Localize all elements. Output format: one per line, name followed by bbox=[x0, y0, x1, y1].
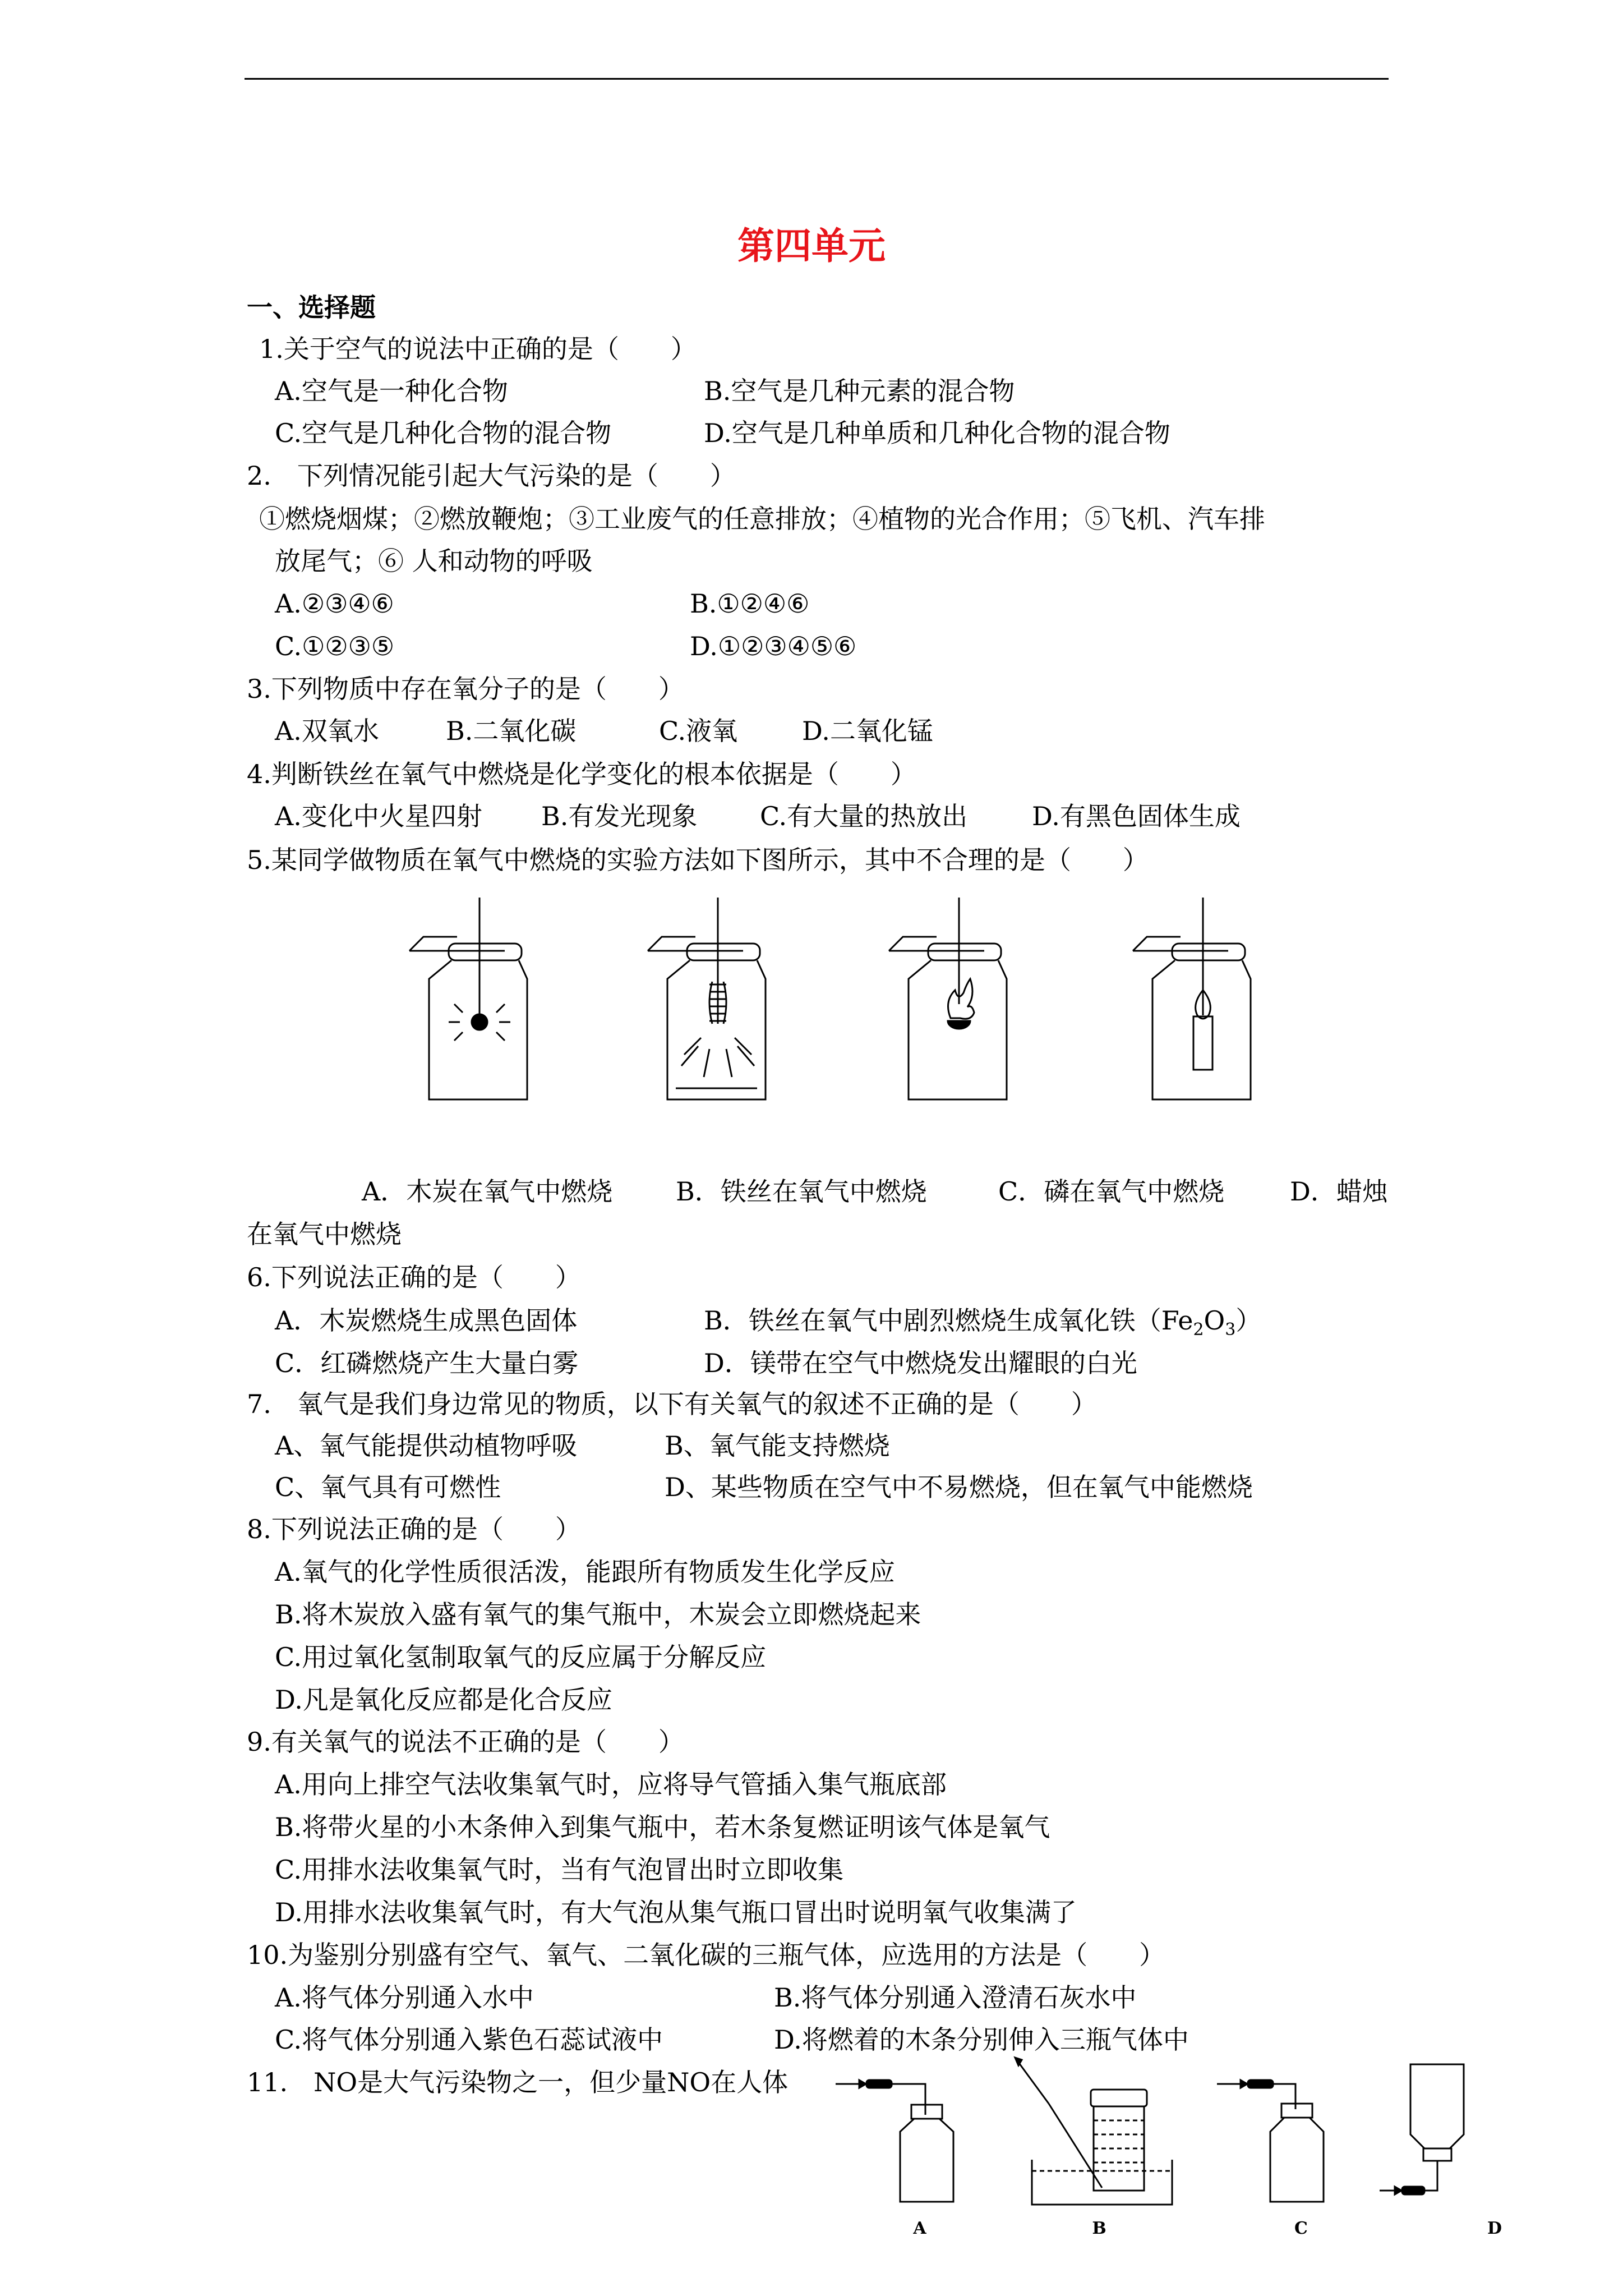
q4-stem: 4.判断铁丝在氧气中燃烧是化学变化的根本依据是（ ） bbox=[247, 759, 916, 789]
q5-option-a: A．木炭在氧气中燃烧 bbox=[362, 1176, 613, 1207]
section-heading: 一、选择题 bbox=[247, 292, 376, 323]
q1-option-b: B.空气是几种元素的混合物 bbox=[704, 376, 1015, 406]
q5-stem: 5.某同学做物质在氧气中燃烧的实验方法如下图所示，其中不合理的是（ ） bbox=[247, 845, 1149, 875]
q6-option-b: B．铁丝在氧气中剧烈燃烧生成氧化铁$(Fe_2O_3)$ bbox=[704, 1305, 1262, 1340]
q10-stem: 10.为鉴别分别盛有空气、氧气、二氧化碳的三瓶气体，应选用的方法是（ ） bbox=[247, 1940, 1165, 1970]
q11-apparatus-figure bbox=[830, 2053, 1548, 2238]
q9-option-c: C.用排水法收集氧气时，当有气泡冒出时立即收集 bbox=[275, 1855, 844, 1885]
q3-option-d: D.二氧化锰 bbox=[802, 716, 933, 746]
q2-items-line1: ①燃烧烟煤；②燃放鞭炮；③工业废气的任意排放；④植物的光合作用；⑤飞机、汽车排 bbox=[259, 504, 1265, 534]
apparatus-b-label: B bbox=[1092, 2219, 1106, 2238]
q5-option-b: B．铁丝在氧气中燃烧 bbox=[676, 1176, 927, 1207]
bottle-a-charcoal bbox=[409, 898, 527, 1099]
q3-stem: 3.下列物质中存在氧分子的是（ ） bbox=[247, 674, 684, 704]
q3-option-a: A.双氧水 bbox=[275, 716, 379, 746]
q4-option-a: A.变化中火星四射 bbox=[275, 801, 482, 831]
q7-option-a: A、氧气能提供动植物呼吸 bbox=[275, 1430, 578, 1461]
q9-option-b: B.将带火星的小木条伸入到集气瓶中，若木条复燃证明该气体是氧气 bbox=[275, 1812, 1050, 1842]
q11-stem: 11. NO是大气污染物之一，但少量NO在人体 bbox=[247, 2067, 789, 2097]
q6-option-c: C．红磷燃烧产生大量白雾 bbox=[275, 1348, 579, 1378]
apparatus-c bbox=[1217, 2080, 1324, 2202]
q5-bottles-figure bbox=[393, 898, 1290, 1133]
apparatus-a bbox=[836, 2080, 953, 2202]
q9-option-a: A.用向上排空气法收集氧气时，应将导气管插入集气瓶底部 bbox=[275, 1769, 947, 1800]
q5-option-d: D．蜡烛 bbox=[1290, 1176, 1388, 1207]
q8-option-d: D.凡是氧化反应都是化合反应 bbox=[275, 1685, 612, 1715]
q9-option-d: D.用排水法收集氧气时，有大气泡从集气瓶口冒出时说明氧气收集满了 bbox=[275, 1897, 1077, 1927]
q1-stem: 1.关于空气的说法中正确的是（ ） bbox=[259, 334, 697, 364]
q1-option-c: C.空气是几种化合物的混合物 bbox=[275, 418, 612, 448]
apparatus-c-label: C bbox=[1294, 2219, 1308, 2238]
q6-option-d: D．镁带在空气中燃烧发出耀眼的白光 bbox=[704, 1348, 1137, 1378]
q4-option-b: B.有发光现象 bbox=[541, 801, 698, 831]
q2-option-a: A.②③④⑥ bbox=[275, 588, 394, 619]
q10-option-d: D.将燃着的木条分别伸入三瓶气体中 bbox=[774, 2024, 1189, 2055]
q2-option-c: C.①②③⑤ bbox=[275, 631, 395, 661]
bottle-d-candle bbox=[1133, 898, 1251, 1099]
q9-stem: 9.有关氧气的说法不正确的是（ ） bbox=[247, 1727, 684, 1757]
q2-stem: 2. 下列情况能引起大气污染的是（ ） bbox=[247, 461, 736, 491]
q4-option-d: D.有黑色固体生成 bbox=[1032, 801, 1241, 831]
q6-option-a: A．木炭燃烧生成黑色固体 bbox=[275, 1305, 578, 1336]
q4-option-c: C.有大量的热放出 bbox=[760, 801, 968, 831]
q7-stem: 7. 氧气是我们身边常见的物质，以下有关氧气的叙述不正确的是（ ） bbox=[247, 1389, 1097, 1419]
q8-option-b: B.将木炭放入盛有氧气的集气瓶中，木炭会立即燃烧起来 bbox=[275, 1599, 921, 1630]
q7-option-c: C、氧气具有可燃性 bbox=[275, 1472, 501, 1502]
q7-option-d: D、某些物质在空气中不易燃烧，但在氧气中能燃烧 bbox=[665, 1472, 1253, 1502]
q8-option-a: A.氧气的化学性质很活泼，能跟所有物质发生化学反应 bbox=[275, 1557, 895, 1587]
apparatus-a-label: A bbox=[913, 2219, 926, 2238]
q7-option-b: B、氧气能支持燃烧 bbox=[665, 1430, 890, 1461]
q3-option-b: B.二氧化碳 bbox=[446, 716, 577, 746]
q1-option-d: D.空气是几种单质和几种化合物的混合物 bbox=[704, 418, 1170, 448]
q10-option-c: C.将气体分别通入紫色石蕊试液中 bbox=[275, 2024, 663, 2055]
bottle-b-iron-wire bbox=[648, 898, 766, 1099]
q8-option-c: C.用过氧化氢制取氧气的反应属于分解反应 bbox=[275, 1642, 767, 1672]
q1-option-a: A.空气是一种化合物 bbox=[275, 376, 508, 406]
q8-stem: 8.下列说法正确的是（ ） bbox=[247, 1514, 581, 1544]
q5-option-d-cont: 在氧气中燃烧 bbox=[247, 1219, 402, 1249]
q2-option-d: D.①②③④⑤⑥ bbox=[690, 631, 857, 661]
q10-option-b: B.将气体分别通入澄清石灰水中 bbox=[774, 1982, 1137, 2013]
apparatus-d-label: D bbox=[1487, 2219, 1502, 2238]
q3-option-c: C.液氧 bbox=[659, 716, 738, 746]
apparatus-b bbox=[1015, 2058, 1172, 2205]
page-title: 第四单元 bbox=[737, 224, 886, 268]
q2-items-line2: 放尾气；⑥ 人和动物的呼吸 bbox=[275, 546, 593, 576]
header-rule bbox=[245, 78, 1389, 80]
bottle-c-phosphorus bbox=[889, 898, 1007, 1099]
q2-option-b: B.①②④⑥ bbox=[690, 588, 810, 619]
q6-stem: 6.下列说法正确的是（ ） bbox=[247, 1262, 581, 1292]
q5-option-c: C．磷在氧气中燃烧 bbox=[998, 1176, 1225, 1207]
apparatus-d bbox=[1380, 2064, 1464, 2194]
q10-option-a: A.将气体分别通入水中 bbox=[275, 1982, 534, 2013]
